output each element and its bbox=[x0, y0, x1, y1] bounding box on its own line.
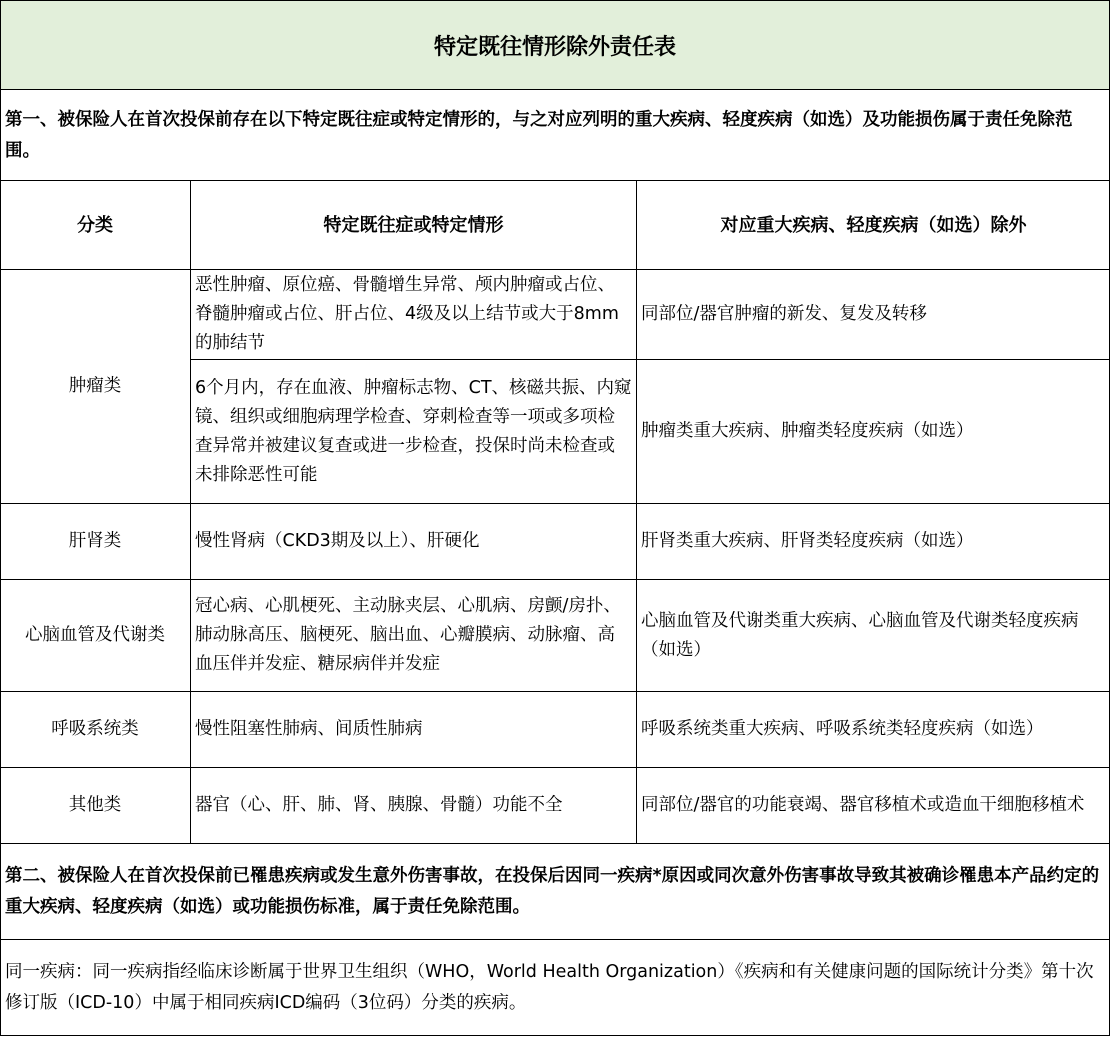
condition-cell: 6个月内，存在血液、肿瘤标志物、CT、核磁共振、内窥镜、组织或细胞病理学检查、穿刺检查等一项或多项检查异常并被建议复查或进一步检查，投保时尚未检查或未排除恶性可能 bbox=[195, 377, 632, 485]
section-one: 第一、被保险人在首次投保前存在以下特定既往症或特定情形的，与之对应列明的重大疾病、轻度疾病（如选）及功能损伤属于责任免除范围。 bbox=[0, 90, 1110, 181]
section-two: 第二、被保险人在首次投保前已罹患疾病或发生意外伤害事故，在投保后因同一疾病*原因或同次意外伤害事故导致其被确诊罹患本产品约定的重大疾病、轻度疾病（如选）或功能损伤标准，属于责任免除范围。 bbox=[0, 844, 1110, 939]
category-cell: 呼吸系统类 bbox=[51, 719, 139, 739]
category-cell: 肿瘤类 bbox=[68, 376, 122, 396]
page-title: 特定既往情形除外责任表 bbox=[0, 0, 1110, 90]
condition-cell: 慢性阻塞性肺病、间质性肺病 bbox=[195, 719, 423, 739]
category-cell: 其他类 bbox=[68, 795, 122, 815]
condition-cell: 慢性肾病（CKD3期及以上）、肝硬化 bbox=[195, 531, 480, 551]
category-cell: 心脑血管及代谢类 bbox=[25, 625, 165, 645]
exclusion-cell: 肿瘤类重大疾病、肿瘤类轻度疾病（如选） bbox=[641, 421, 974, 441]
condition-cell: 恶性肿瘤、原位癌、骨髓增生异常、颅内肿瘤或占位、脊髓肿瘤或占位、肝占位、4级及以上结节或大于8mm的肺结节 bbox=[195, 275, 619, 353]
footnote: 同一疾病：同一疾病指经临床诊断属于世界卫生组织（WHO，World Health Organization）《疾病和有关健康问题的国际统计分类》第十次修订版（ICD-10）中属于相同疾病ICD编码（3位码）分类的疾病。 bbox=[0, 940, 1110, 1035]
exclusion-cell: 同部位/器官肿瘤的新发、复发及转移 bbox=[641, 304, 927, 324]
outer-border bbox=[0, 90, 1, 1036]
header-condition: 特定既往症或特定情形 bbox=[323, 214, 504, 236]
condition-cell: 器官（心、肝、肺、肾、胰腺、骨髓）功能不全 bbox=[195, 795, 563, 815]
condition-cell: 冠心病、心肌梗死、主动脉夹层、心肌病、房颤/房扑、肺动脉高压、脑梗死、脑出血、心瓣膜病、动脉瘤、高血压伴并发症、糖尿病伴并发症 bbox=[195, 596, 621, 674]
header-category: 分类 bbox=[77, 214, 113, 236]
exclusion-cell: 同部位/器官的功能衰竭、器官移植术或造血干细胞移植术 bbox=[641, 795, 1085, 815]
exclusion-cell: 心脑血管及代谢类重大疾病、心脑血管及代谢类轻度疾病（如选） bbox=[641, 610, 1079, 660]
category-cell: 肝肾类 bbox=[68, 531, 122, 551]
divider bbox=[0, 1035, 1110, 1036]
header-exclusion: 对应重大疾病、轻度疾病（如选）除外 bbox=[720, 214, 1027, 236]
exclusion-cell: 肝肾类重大疾病、肝肾类轻度疾病（如选） bbox=[641, 531, 974, 551]
exclusion-cell: 呼吸系统类重大疾病、呼吸系统类轻度疾病（如选） bbox=[641, 719, 1044, 739]
